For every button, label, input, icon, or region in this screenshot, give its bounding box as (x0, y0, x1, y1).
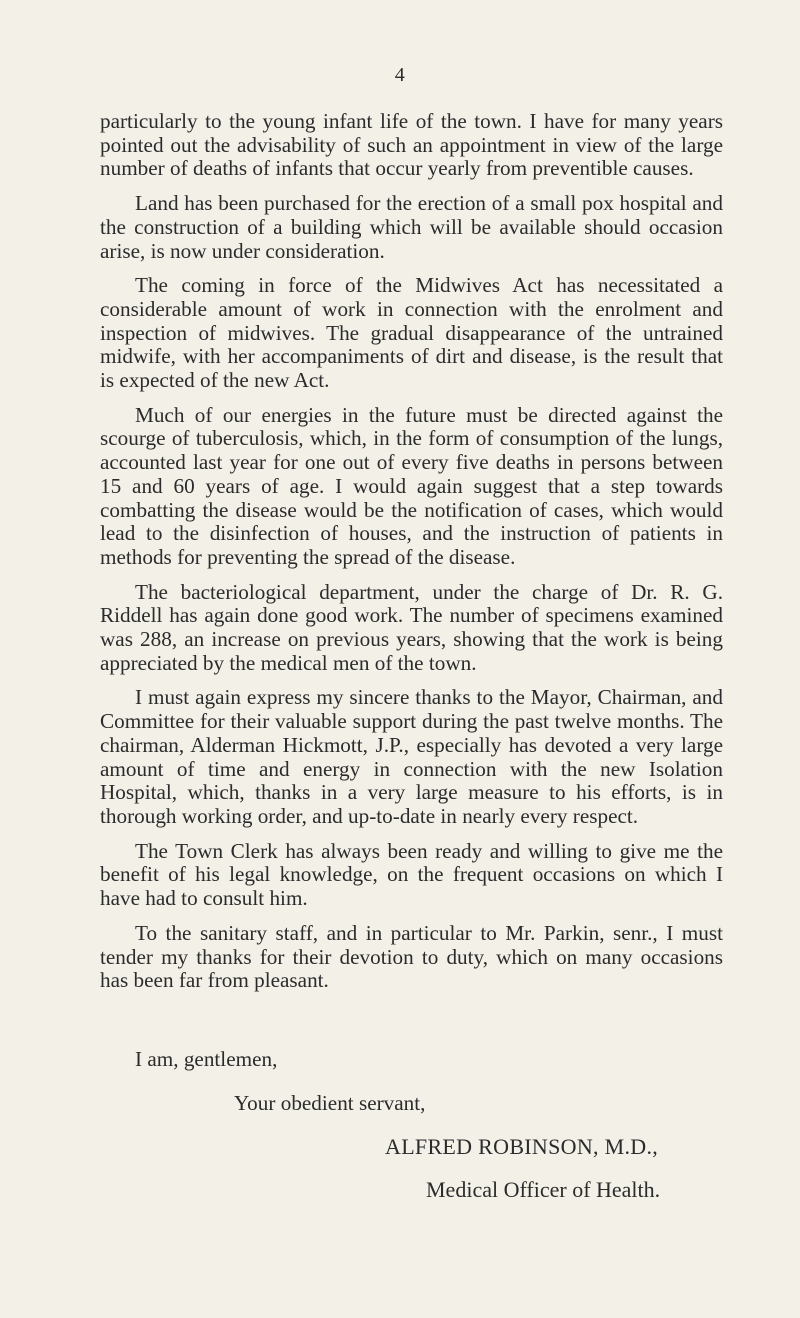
paragraph-infant-life: particularly to the young infant life of the town. I have for many years pointed out the advisability of such an appointment in view of the large number of deaths of infants that occur yearly from preventible causes. (100, 109, 723, 181)
paragraph-tuberculosis: Much of our energies in the future must be directed against the scourge of tuberculosis, which, in the form of consumption of the lungs, accounted last year for one out of every five deaths in persons between 15 and 60 years of age. I would again suggest that a step towards combatting the disease would be the notification of cases, which would lead to the disinfection of houses, and the instruction of patients in methods for preventing the spread of the disease. (100, 402, 723, 569)
signature-title: Medical Officer of Health. (426, 1177, 661, 1202)
paragraph-midwives-act: The coming in force of the Midwives Act has necessitated a considerable amount of work in connection with the enrolment and inspection of midwives. The gradual disappearance of the untrained midwife, with her accompaniments of dirt and disease, is the result that is expected of the new Act. (100, 273, 723, 393)
paragraph-town-clerk: The Town Clerk has always been ready and willing to give me the benefit of his legal knowledge, on the frequent occasions on which I have had to consult him. (100, 838, 723, 911)
paragraph-bacteriological: The bacteriological department, under the charge of Dr. R. G. Riddell has again done good work. The number of specimens examined was 288, an increase on previous years, showing that the work is being appreciated by the medical men of the town. (100, 579, 723, 675)
letter-body (100, 110, 723, 1004)
page-number: 4 (394, 64, 406, 86)
paragraph-thanks-mayor: I must again express my sincere thanks to the Mayor, Chairman, and Committee for their valuable support during the past twelve months. The chairman, Alderman Hickmott, J.P., especially has devoted a very large amount of time and energy in connection with the new Isolation Hospital, which, thanks in a very large measure to his efforts, is in thorough working order, and up-to-date in nearly every respect. (100, 685, 723, 828)
paragraph-smallpox-hospital: Land has been purchased for the erection of a small pox hospital and the construction of a building which will be available should occasion arise, is now under consideration. (100, 191, 723, 263)
signature-name: ALFRED ROBINSON, M.D., (385, 1134, 659, 1159)
paragraph-sanitary-staff: To the sanitary staff, and in particular to Mr. Parkin, senr., I must tender my thanks for their devotion to duty, which on many occasions has been far from pleasant. (100, 920, 723, 993)
complimentary-close: Your obedient servant, (234, 1091, 426, 1115)
salutation: I am, gentlemen, (135, 1047, 278, 1071)
